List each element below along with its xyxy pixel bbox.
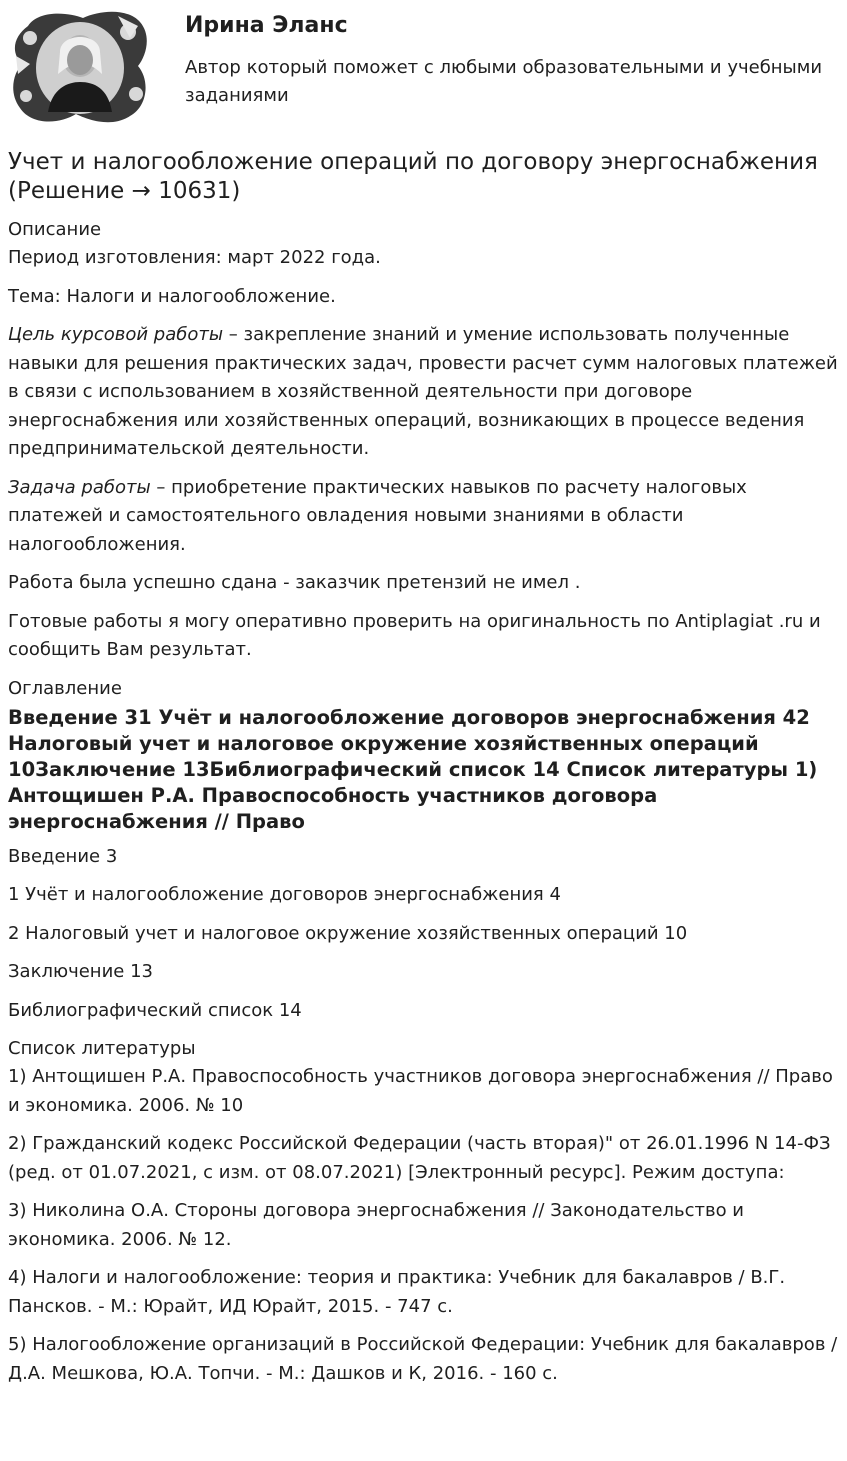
goal-label: Цель курсовой работы [8, 324, 224, 345]
period-text: Период изготовления: март 2022 года. [8, 247, 381, 268]
goal-paragraph [8, 321, 839, 464]
toc-item: Библиографический список 14 [8, 999, 302, 1021]
references-label: Список литературы [8, 1038, 196, 1059]
reference-item: 3) Николина О.А. Стороны договора энергоснабжения // Законодательство и экономика. 2006. № 12. [8, 1200, 744, 1250]
task-label: Задача работы [8, 476, 151, 498]
description-label: Описание [8, 219, 102, 240]
success-text: Работа была успешно сдана - заказчик претензий не имел . [8, 572, 581, 593]
goal-text: – закрепление знаний и умение использовать полученные навыки для решения практических задач, провести расчет сумм налоговых платежей в связи с использованием в хозяйственной деятельности при договоре энергоснабжения или хозяйственных операций, возникающих в процессе ведения предпринимательской деятельности. [8, 324, 838, 459]
toc-item: 1 Учёт и налогообложение договоров энергоснабжения 4 [8, 884, 561, 905]
toc-item: Введение 3 [8, 845, 118, 867]
reference-item: 4) Налоги и налогообложение: теория и практика: Учебник для бакалавров / В.Г. Пансков. - М.: Юрайт, ИД Юрайт, 2015. - 747 с. [8, 1267, 786, 1317]
toc-item: 2 Налоговый учет и налоговое окружение хозяйственных операций 10 [8, 922, 688, 944]
author-name: Ирина Эланс [185, 13, 348, 38]
author-avatar [8, 8, 150, 126]
author-description: Автор который поможет с любыми образовательными и учебными заданиями [185, 57, 823, 106]
toc-item: Заключение 13 [8, 961, 153, 982]
author-card [0, 0, 847, 140]
reference-item: 2) Гражданский кодекс Российской Федерации (часть вторая)" от 26.01.1996 N 14-ФЗ (ред. от 01.07.2021, с изм. от 08.07.2021) [Электронный ресурс]. Режим доступа: [8, 1133, 831, 1183]
topic-text: Тема: Налоги и налогообложение. [8, 285, 336, 307]
toc-bold-summary: Введение 31 Учёт и налогообложение договоров энергоснабжения 42 Налоговый учет и налоговое окружение хозяйственных операций 10Заключение 13Библиографический список 14 Список литературы 1) Антощишен Р.А. Правоспособность участников договора энергоснабжения // Право [8, 705, 818, 833]
toc-label: Оглавление [8, 677, 122, 699]
reference-item: 1) Антощишен Р.А. Правоспособность участников договора энергоснабжения // Право и экономика. 2006. № 10 [8, 1066, 833, 1116]
reference-item: 5) Налогообложение организаций в Российской Федерации: Учебник для бакалавров / Д.А. Мешкова, Ю.А. Топчи. - М.: Дашков и К, 2016. - 160 с. [8, 1334, 838, 1384]
task-text: – приобретение практических навыков по расчету налоговых платежей и самостоятельного овладения новыми знаниями в области налогообложения. [8, 476, 747, 555]
antiplagiat-text: Готовые работы я могу оперативно проверить на оригинальность по Antiplagiat .ru и сообщить Вам результат. [8, 610, 821, 660]
document-title: Учет и налогообложение операций по договору энергоснабжения (Решение → 10631) [8, 149, 818, 204]
task-paragraph [8, 474, 839, 560]
